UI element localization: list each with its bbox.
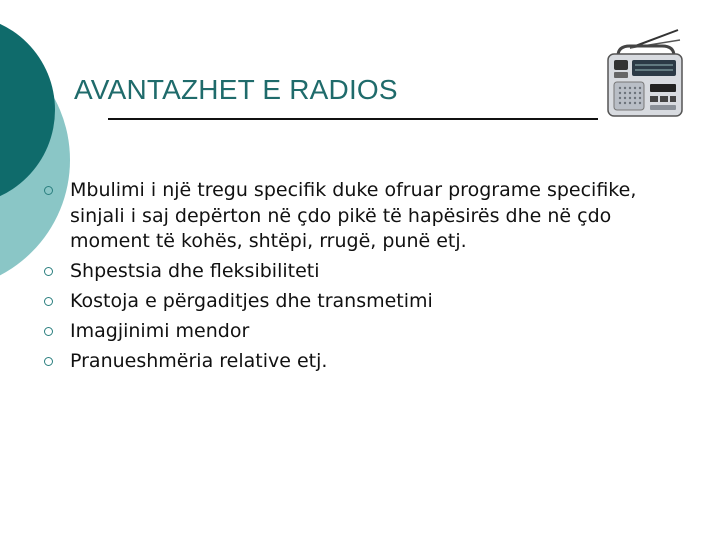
bullet-ring-icon xyxy=(44,186,53,195)
bullet-ring-icon xyxy=(44,267,53,276)
bullet-ring-icon xyxy=(44,297,53,306)
bullet-text: Kostoja e përgaditjes dhe transmetimi xyxy=(70,290,433,312)
list-item xyxy=(44,289,684,315)
list-item xyxy=(44,259,684,285)
bullet-text: Shpestsia dhe fleksibiliteti xyxy=(70,260,320,282)
bullet-ring-icon xyxy=(44,357,53,366)
list-item xyxy=(44,349,684,375)
bullet-text: Pranueshmëria relative etj. xyxy=(70,350,328,372)
slide-title: AVANTAZHET E RADIOS xyxy=(74,74,398,105)
bullet-text: Imagjinimi mendor xyxy=(70,320,250,342)
bullet-list xyxy=(44,178,684,379)
radio-icon xyxy=(600,26,686,120)
title-underline xyxy=(108,118,598,120)
list-item xyxy=(44,319,684,345)
bullet-text: Mbulimi i një tregu specifik duke ofruar programe specifike, sinjali i saj depërton në çdo pikë të hapësirës dhe në çdo moment të kohës, shtëpi, rrugë, punë etj. xyxy=(70,179,637,252)
bullet-ring-icon xyxy=(44,327,53,336)
list-item xyxy=(44,178,684,255)
